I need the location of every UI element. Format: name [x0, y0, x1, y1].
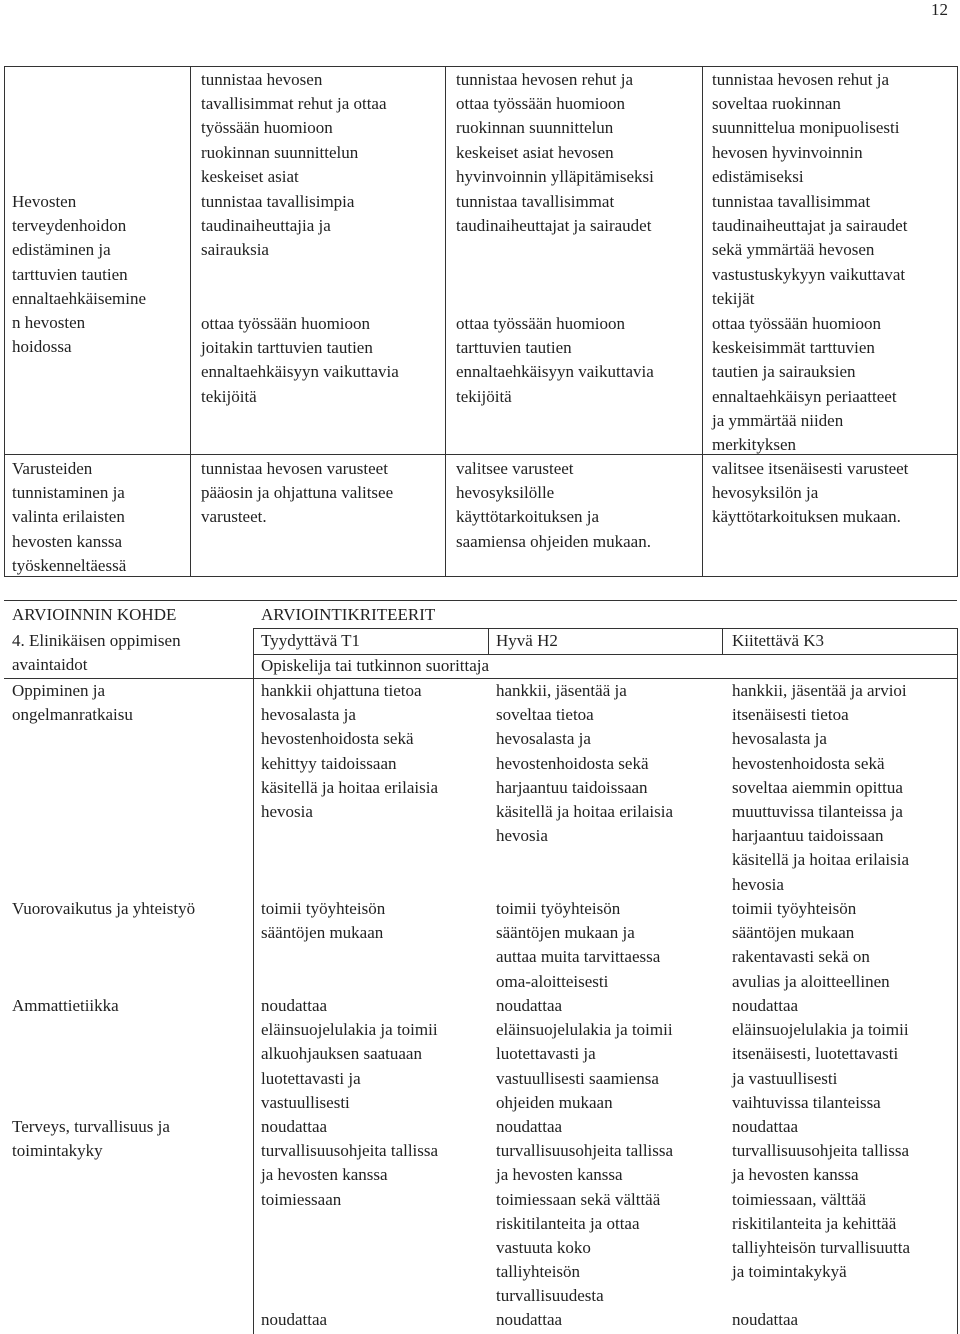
table-border-top	[4, 66, 957, 67]
level-header-h2: Hyvä H2	[496, 631, 558, 650]
competence-target: Vuorovaikutus ja yhteistyö	[12, 899, 196, 918]
criteria-h2: noudattaa eläinsuojelulakia ja toimii luotettavasti ja vastuullisesti saamiensa ohjeiden mukaan	[496, 996, 673, 1112]
table-border-top	[4, 600, 957, 601]
level-header-t1: Tyydyttävä T1	[261, 631, 361, 650]
criteria-subheader: Opiskelija tai tutkinnon suorittaja	[261, 656, 490, 675]
criteria-t1: noudattaa	[261, 1310, 328, 1329]
criteria-t1: tunnistaa hevosen tavallisimmat rehut ja ottaa työssään huomioon ruokinnan suunnittelun keskeiset asiat	[201, 70, 387, 186]
criteria-t1: ottaa työssään huomioon joitakin tarttuvien tautien ennaltaehkäisyyn vaikuttavia tekijöitä	[201, 314, 399, 406]
criteria-h2: noudattaa	[496, 1310, 563, 1329]
header-assessment-criteria: ARVIOINTIKRITEERIT	[261, 605, 436, 624]
criteria-k3: noudattaa	[732, 1310, 799, 1329]
table-col-divider	[190, 66, 191, 577]
table-col-divider	[488, 628, 489, 655]
criteria-t1: noudattaa eläinsuojelulakia ja toimii alkuohjauksen saatuaan luotettavasti ja vastuullisesti	[261, 996, 438, 1112]
table-border-left	[4, 66, 5, 577]
criteria-k3: tunnistaa tavallisimmat taudinaiheuttajat ja sairaudet sekä ymmärtää hevosen vastustuskykyyn vaikuttavat tekijät	[712, 192, 908, 308]
table-border-right	[957, 66, 958, 577]
criteria-t1: noudattaa turvallisuusohjeita tallissa ja hevosten kanssa toimiessaan	[261, 1117, 439, 1209]
criteria-k3: tunnistaa hevosen rehut ja soveltaa ruokinnan suunnittelua monipuolisesti hevosen hyvinvoinnin edistämiseksi	[712, 70, 900, 186]
criteria-t1: tunnistaa tavallisimpia taudinaiheuttajia ja sairauksia	[201, 192, 355, 260]
assessment-target: Hevosten terveydenhoidon edistäminen ja tarttuvien tautien ennaltaehkäisemine n hevosten hoidossa	[12, 192, 147, 357]
page-number: 12	[931, 0, 948, 19]
table-col-divider	[722, 628, 723, 655]
table-col-divider	[702, 66, 703, 577]
criteria-k3: toimii työyhteisön sääntöjen mukaan rakentavasti sekä on avulias ja aloitteellinen	[732, 899, 890, 991]
criteria-h2: ottaa työssään huomioon tarttuvien tautien ennaltaehkäisyyn vaikuttavia tekijöitä	[456, 314, 654, 406]
criteria-k3: noudattaa turvallisuusohjeita tallissa ja hevosten kanssa toimiessaan, välttää riskitilanteita ja kehittää talliyhteisön turvallisuutta ja toimintakykyä	[732, 1117, 911, 1282]
section-label: 4. Elinikäisen oppimisen avaintaidot	[12, 631, 181, 675]
criteria-k3: noudattaa eläinsuojelulakia ja toimii itsenäisesti, luotettavasti ja vastuullisesti vaihtuvissa tilanteissa	[732, 996, 909, 1112]
criteria-k3: hankkii, jäsentää ja arvioi itsenäisesti tietoa hevosalasta ja hevostenhoidosta sekä soveltaa aiemmin opittua muuttuvissa tilanteissa ja harjaantuu taidoissaan käsitellä ja hoitaa erilaisia hevosia	[732, 681, 910, 894]
competence-target: Terveys, turvallisuus ja toimintakyky	[12, 1117, 170, 1161]
level-header-k3: Kiitettävä K3	[732, 631, 825, 650]
criteria-h2: hankkii, jäsentää ja soveltaa tietoa hevosalasta ja hevostenhoidosta sekä harjaantuu taidoissaan käsitellä ja hoitaa erilaisia hevosia	[496, 681, 674, 846]
criteria-h2: tunnistaa tavallisimmat taudinaiheuttajat ja sairaudet	[456, 192, 652, 236]
criteria-h2: noudattaa turvallisuusohjeita tallissa ja hevosten kanssa toimiessaan sekä välttää riskitilanteita ja ottaa vastuuta koko talliyhteisön turvallisuudesta	[496, 1117, 674, 1306]
table-col-divider	[445, 66, 446, 577]
criteria-k3: ottaa työssään huomioon keskeisimmät tarttuvien tautien ja sairauksien ennaltaehkäisyn periaatteet ja ymmärtää niiden merkityksen	[712, 314, 897, 455]
criteria-h2: valitsee varusteet hevosyksilölle käyttötarkoituksen ja saamiensa ohjeiden mukaan.	[456, 459, 651, 551]
competence-target: Oppiminen ja ongelmanratkaisu	[12, 681, 133, 725]
criteria-t1: tunnistaa hevosen varusteet pääosin ja ohjattuna valitsee varusteet.	[201, 459, 394, 527]
criteria-h2: toimii työyhteisön sääntöjen mukaan ja auttaa muita tarvittaessa oma-aloitteisesti	[496, 899, 661, 991]
criteria-k3: valitsee itsenäisesti varusteet hevosyksilön ja käyttötarkoituksen mukaan.	[712, 459, 909, 527]
criteria-t1: toimii työyhteisön sääntöjen mukaan	[261, 899, 386, 943]
criteria-h2: tunnistaa hevosen rehut ja ottaa työssään huomioon ruokinnan suunnittelun keskeiset asiat hevosen hyvinvoinnin ylläpitämiseksi	[456, 70, 654, 186]
table-border-right	[957, 628, 958, 1334]
assessment-target: Varusteiden tunnistaminen ja valinta erilaisten hevosten kanssa työskenneltäessä	[12, 459, 127, 575]
competence-target: Ammattietiikka	[12, 996, 119, 1015]
header-assessment-target: ARVIOINNIN KOHDE	[12, 605, 177, 624]
table-col-divider	[253, 628, 254, 1334]
criteria-t1: hankkii ohjattuna tietoa hevosalasta ja hevostenhoidosta sekä kehittyy taidoissaan käsitellä ja hoitaa erilaisia hevosia	[261, 681, 439, 822]
